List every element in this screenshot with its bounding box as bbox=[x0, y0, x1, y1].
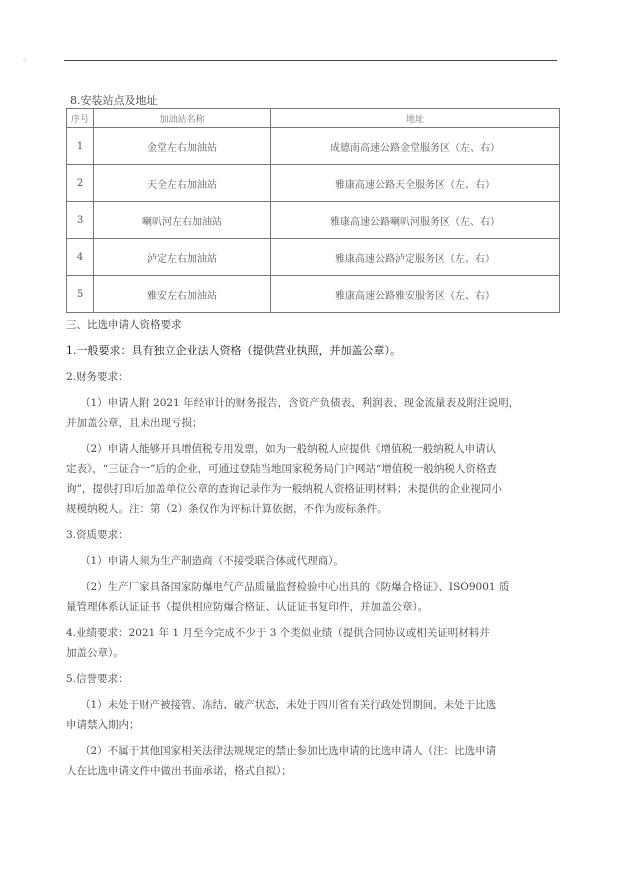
table-row bbox=[67, 276, 560, 313]
finance-item-2-line-1: （2）申请人能够开具增值税专用发票，如为一般纳税人应提供《增值税一般纳税人申请认 bbox=[80, 443, 497, 455]
performance-line-1: 4.业绩要求：2021 年 1 月至今完成不少于 3 个类似业绩（提供合同协议或相关证明材料并 bbox=[66, 627, 490, 639]
table-row bbox=[67, 239, 560, 276]
cell-address: 雅康高速公路泸定服务区（左、右） bbox=[271, 239, 560, 276]
table-header-row bbox=[67, 109, 560, 128]
table-row bbox=[67, 165, 560, 202]
general-requirement: 1.一般要求：具有独立企业法人资格（提供营业执照，并加盖公章）。 bbox=[66, 344, 401, 357]
header-address: 地址 bbox=[271, 109, 560, 128]
section-3-title: 三、比选申请人资格要求 bbox=[66, 319, 182, 331]
credit-item-2-line-2: 人在比选申请文件中做出书面承诺，格式自拟）； bbox=[66, 765, 292, 777]
finance-item-1-line-1: （1）申请人附 2021 年经审计的财务报告，含资产负债表、利润表、现金流量表及附注说明， bbox=[80, 397, 520, 409]
credit-title: 5.信誉要求： bbox=[66, 673, 129, 685]
cell-station-name: 金堂左右加油站 bbox=[94, 128, 271, 165]
table-row bbox=[67, 202, 560, 239]
cell-station-name: 泸定左右加油站 bbox=[94, 239, 271, 276]
credit-item-2-line-1: （2）不属于其他国家相关法律法规规定的禁止参加比选申请的比选申请人（注：比选申请 bbox=[80, 745, 497, 757]
table-row bbox=[67, 128, 560, 165]
finance-item-2-line-4: 规模纳税人。注：第（2）条仅作为评标计算依据，不作为废标条件。 bbox=[66, 503, 388, 515]
scan-artifact-mark: ◦ bbox=[22, 54, 29, 67]
station-table bbox=[66, 108, 560, 313]
performance-line-2: 加盖公章）。 bbox=[66, 647, 124, 659]
cell-seq: 4 bbox=[67, 239, 94, 276]
cell-address: 雅康高速公路喇叭河服务区（左、右） bbox=[271, 202, 560, 239]
finance-item-2-line-2: 定表》，“三证合一”后的企业，可通过登陆当地国家税务局门户网站“增值税一般纳税人资格查 bbox=[66, 463, 497, 475]
finance-title: 2.财务要求： bbox=[66, 371, 129, 383]
cell-station-name: 雅安左右加油站 bbox=[94, 276, 271, 313]
cell-address: 雅康高速公路天全服务区（左、右） bbox=[271, 165, 560, 202]
section-8-title: 8.安装站点及地址 bbox=[70, 94, 158, 107]
qualification-item-2-line-1: （2）生产厂家具备国家防爆电气产品质量监督检验中心出具的《防爆合格证》、ISO9001 质 bbox=[80, 581, 510, 593]
cell-seq: 5 bbox=[67, 276, 94, 313]
cell-station-name: 天全左右加油站 bbox=[94, 165, 271, 202]
header-station-name: 加油站名称 bbox=[94, 109, 271, 128]
qualification-item-2-line-2: 量管理体系认证证书（提供相应防爆合格证、认证证书复印件，并加盖公章）。 bbox=[66, 601, 429, 613]
finance-item-2-line-3: 询”，提供打印后加盖单位公章的查询记录作为一般纳税人资格证明材料；未提供的企业视同小 bbox=[66, 483, 502, 495]
qualification-title: 3.资质要求： bbox=[66, 529, 129, 541]
finance-item-1-line-2: 并加盖公章，且未出现亏损； bbox=[66, 417, 203, 429]
qualification-section bbox=[66, 315, 560, 781]
header-rule bbox=[64, 60, 557, 61]
credit-item-1-line-2: 申请禁入期内； bbox=[66, 719, 140, 731]
cell-seq: 3 bbox=[67, 202, 94, 239]
header-seq: 序号 bbox=[67, 109, 94, 128]
cell-address: 成德南高速公路金堂服务区（左、右） bbox=[271, 128, 560, 165]
cell-seq: 2 bbox=[67, 165, 94, 202]
cell-address: 雅康高速公路雅安服务区（左、右） bbox=[271, 276, 560, 313]
cell-station-name: 喇叭河左右加油站 bbox=[94, 202, 271, 239]
credit-item-1-line-1: （1）未处于财产被接管、冻结、破产状态，未处于四川省有关行政处罚期间，未处于比选 bbox=[80, 699, 497, 711]
qualification-item-1: （1）申请人须为生产制造商（不接受联合体或代理商）。 bbox=[80, 555, 344, 567]
cell-seq: 1 bbox=[67, 128, 94, 165]
